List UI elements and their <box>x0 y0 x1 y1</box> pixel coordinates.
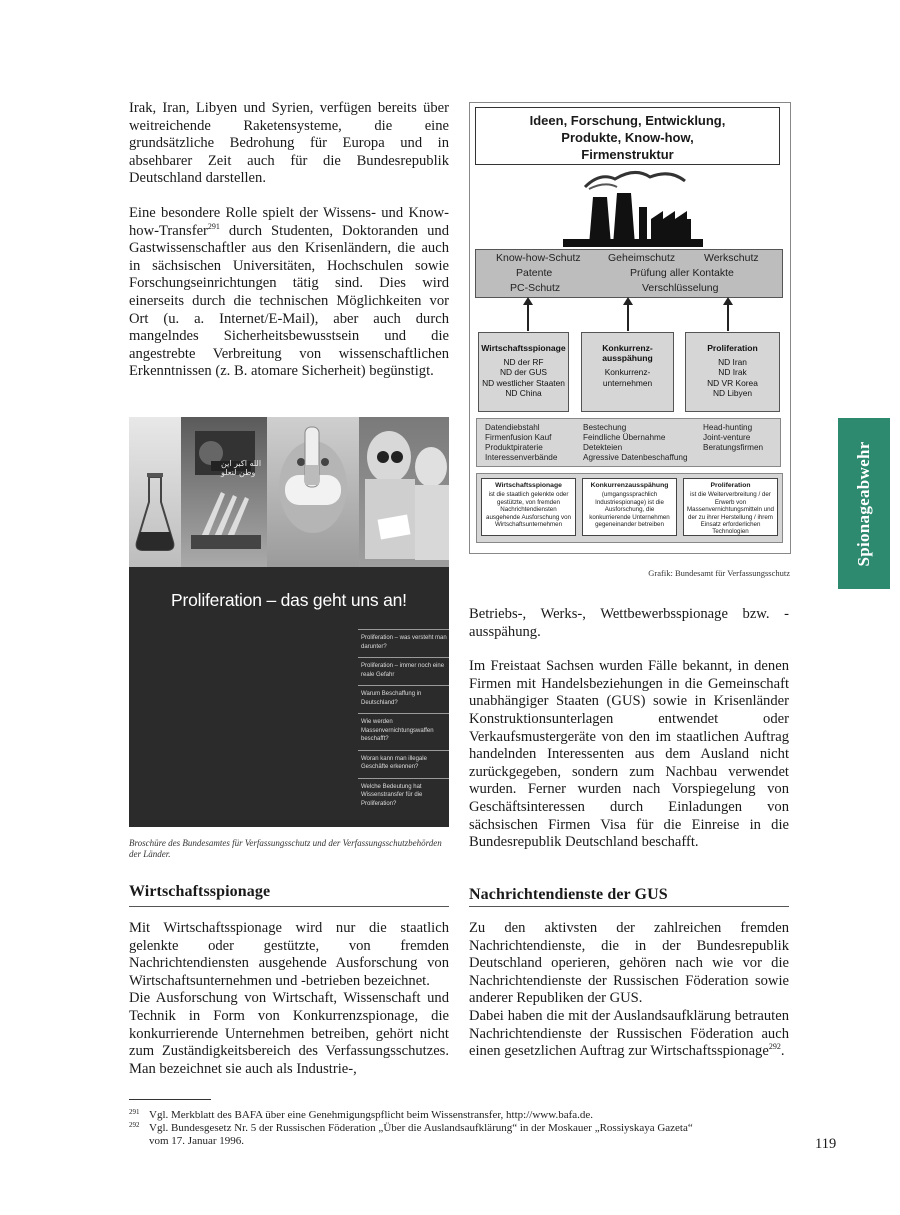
box-title: Konkurrenz- ausspähung <box>602 343 653 364</box>
box-proliferation <box>685 332 780 412</box>
box-line: ND Iran <box>718 357 747 368</box>
method-item: Feindliche Übernahme <box>583 433 666 442</box>
method-item: Bestechung <box>583 423 627 432</box>
side-tab-label: Spionageabwehr <box>854 440 873 567</box>
arrow-up <box>727 303 729 331</box>
wall-label: Know-how-Schutz <box>496 252 581 264</box>
footnote-text: Vgl. Merkblatt des BAFA über eine Genehmigungspflicht beim Wissenstransfer, http://www.bafa.de. <box>149 1109 594 1121</box>
brochure-menu-item: Proliferation – was versteht man darunter? <box>358 629 449 657</box>
wall-label: Patente <box>516 267 553 279</box>
wall-label: Werkschutz <box>704 252 759 264</box>
arrow-up <box>627 303 629 331</box>
left-intro-text <box>129 100 449 381</box>
arrow-head <box>723 297 733 305</box>
right-intro-text <box>469 606 789 852</box>
box-line: unternehmen <box>602 377 653 388</box>
brochure-menu <box>358 629 449 814</box>
arrow-up <box>527 303 529 331</box>
definition-box <box>582 478 677 536</box>
brochure-menu-item: Proliferation – immer noch eine reale Gefahr <box>358 657 449 685</box>
photo-sign-text: الله اكبر اين وطن لنعلو <box>221 459 262 477</box>
method-item: Firmenfusion Kauf <box>485 433 552 442</box>
text-span: . <box>780 1043 785 1060</box>
diagram-top-box <box>475 107 780 165</box>
hazmat-photo <box>359 417 449 567</box>
paragraph: Irak, Iran, Libyen und Syrien, verfügen bereits über weitreichende Raketensysteme, die eine grundsätzliche Bedrohung für Europa und in absehbarer Zeit auch für die Bundesrepublik Deutschland darstellen. <box>129 100 449 187</box>
method-item: Head-hunting <box>703 423 753 432</box>
nachrichtendienste-text <box>469 920 789 1061</box>
method-item: Agressive Datenbeschaffung <box>583 453 688 462</box>
paragraph: Die Ausforschung von Wirtschaft, Wissenschaft und Technik in Form von Konkurrenzspionage, die konkurrierende Unternehmen betreiben, gehört nicht zum Zuständigkeitsbereich des Verfassungsschutzes. Man bezeichnet sie auch als Industrie-, <box>129 990 449 1077</box>
definition-title: Konkurrenzausspähung <box>590 482 669 489</box>
footnote-ref[interactable]: 291 <box>207 221 220 231</box>
heading-rule <box>469 906 789 907</box>
box-line: Konkurrenz- <box>604 367 651 378</box>
scientist-photo <box>267 417 359 567</box>
wall-label: Verschlüsselung <box>642 282 719 294</box>
definition-box <box>683 478 778 536</box>
flask-photo <box>129 417 181 567</box>
paragraph <box>469 1008 789 1061</box>
footnote-rule <box>129 1099 211 1100</box>
box-line: ND China <box>505 387 542 398</box>
factory-icon <box>555 167 705 249</box>
brochure-menu-item: Woran kann man illegale Geschäfte erkennen? <box>358 750 449 778</box>
methods-column <box>703 423 763 453</box>
box-konkurrenzausspaehung <box>581 332 674 412</box>
definition-text: ist die Weiterverbreitung / der Erwerb von Massenvernichtungsmitteln und der zu ihrer Herstellung / ihrem Einsatz erforderlichen Technologien <box>686 491 774 536</box>
missile-parade-photo <box>181 417 267 567</box>
diagram-title-line: Ideen, Forschung, Entwicklung, <box>529 113 726 128</box>
method-item: Interessenverbände <box>485 453 558 462</box>
brochure-menu-item: Wie werden Massenvernichtungswaffen beschafft? <box>358 713 449 750</box>
method-item: Datendiebstahl <box>485 423 540 432</box>
arrow-head <box>523 297 533 305</box>
wirtschaftsspionage-text <box>129 920 449 1078</box>
box-line: ND Irak <box>718 367 747 378</box>
method-item: Produktpiraterie <box>485 443 543 452</box>
brochure-title: Proliferation – das geht uns an! <box>171 590 407 610</box>
diagram-title-line: Produkte, Know-how, <box>561 130 694 145</box>
wall-label: PC-Schutz <box>510 282 561 294</box>
brochure-caption: Broschüre des Bundesamtes für Verfassungsschutz und der Verfassungsschutzbehörden der Länder. <box>129 838 442 859</box>
brochure-image <box>129 417 449 827</box>
box-line: ND der GUS <box>499 367 547 378</box>
paragraph: Mit Wirtschaftsspionage wird nur die staatlich gelenkte oder gestützte, von fremden Nachrichtendiensten ausgehende Ausforschung von Wirtschaftsunternehmen und -betrieben bezeichnet. <box>129 920 449 989</box>
diagram-title-line: Firmenstruktur <box>581 147 674 162</box>
box-line: ND der RF <box>503 357 544 368</box>
protection-wall <box>475 249 783 298</box>
definitions-panel <box>476 473 783 543</box>
footnote-text: Vgl. Bundesgesetz Nr. 5 der Russischen Föderation „Über die Auslandsaufklärung“ in der Moskauer „Rossiyskaya Gazeta“ <box>149 1122 693 1134</box>
heading-rule <box>129 906 449 907</box>
brochure-menu-item: Warum Beschaffung in Deutschland? <box>358 685 449 713</box>
methods-column <box>485 423 557 463</box>
text-span: durch Studenten, Doktoranden und Gastwissenschaftler aus den Krisenländern, die auch in sächsischen Universitäten, Hochschulen sowie Forschungseinrichtungen tätig sind. Dies wird einerseits durch die technischen Möglichkeiten vor Ort (u. a. Internet/E-Mail), aber auch durch mangelndes Sicherheitsbewusstsein und die angestrebte Verbreitung von wissenschaftlichen Erkenntnissen (z. B. atomare Sicherheit) begünstigt. <box>129 222 449 380</box>
definition-text: (umgangssprachlich Industriespionage) ist die Ausforschung, die konkurrierende Unternehmen gegeneinander betreiben <box>589 491 670 529</box>
box-title: Wirtschaftsspionage <box>481 343 566 353</box>
footnote-number: 291 <box>129 1108 140 1116</box>
arrow-head <box>623 297 633 305</box>
methods-panel <box>476 418 781 467</box>
method-item: Joint-venture <box>703 433 751 442</box>
footnote-number: 292 <box>129 1121 140 1129</box>
photo-strip <box>129 417 449 567</box>
text-span: Dabei haben die mit der Auslandsaufklärung betrauten Nachrichtendienste der Russischen Föderation auch einen gesetzlichen Auftrag zur Wirtschaftsspionage <box>469 1007 789 1060</box>
box-wirtschaftsspionage <box>478 332 569 412</box>
wall-label: Prüfung aller Kontakte <box>630 267 734 279</box>
section-heading-nachrichtendienste: Nachrichtendienste der GUS <box>469 886 668 903</box>
box-line: ND Libyen <box>712 387 753 398</box>
diagram-credit: Grafik: Bundesamt für Verfassungsschutz <box>648 568 790 578</box>
text-span: Eine besondere Rolle spielt der Wissens- und Know-how-Transfer <box>129 204 449 239</box>
wall-label: Geheimschutz <box>608 252 676 264</box>
definition-title: Proliferation <box>710 482 751 489</box>
definition-text: ist die staatlich gelenkte oder gestützte, von fremden Nachrichtendiensten ausgehende Ausforschung von Wirtschaftsunternehmen <box>486 491 571 529</box>
method-item: Beratungsfirmen <box>703 443 764 452</box>
brochure-menu-item: Welche Bedeutung hat Wissenstransfer für die Proliferation? <box>358 778 449 815</box>
definition-title: Wirtschaftsspionage <box>495 482 562 489</box>
box-title: Proliferation <box>707 343 758 353</box>
box-line: ND westlicher Staaten <box>482 377 565 388</box>
method-item: Detekteien <box>583 443 623 452</box>
paragraph: Im Freistaat Sachsen wurden Fälle bekannt, in denen Firmen mit Handelsbeziehungen in die Gemeinschaft unabhängiger Staaten (GUS) sowie in Krisenländer Konstruktionsunterlagen entwendet oder Verkaufsmustergeräte von den im staatlichen Auftrag handelnden Interessenten aus dem Ausland nicht zurückgegeben, sondern zum Nachbau verwendet wurden. Ferner wurden nach Vorspiegelung von Geschäftsinteressen durch Einladungen von sächsischen Firmen Visa für die Einreise in die Bundesrepublik Deutschland beschafft. <box>469 658 789 851</box>
definition-box <box>481 478 576 536</box>
section-heading-wirtschaftsspionage: Wirtschaftsspionage <box>129 883 271 900</box>
page-number: 119 <box>815 1136 837 1152</box>
side-tab <box>838 418 890 589</box>
footnote-ref[interactable]: 292 <box>768 1042 781 1052</box>
paragraph: Zu den aktivsten der zahlreichen fremden Nachrichtendienste, die in der Bundesrepublik Deutschland operieren, gehören nach wie vor die Nachrichtendienste der Russischen Föderation sowie anderer Republiken der GUS. <box>469 920 789 1007</box>
methods-column <box>583 423 688 463</box>
box-line: ND VR Korea <box>707 377 758 388</box>
paragraph <box>129 205 449 381</box>
footnote-text-continued: vom 17. Januar 1996. <box>149 1135 245 1147</box>
espionage-diagram <box>469 102 791 554</box>
paragraph: Betriebs-, Werks-, Wettbewerbsspionage bzw. -ausspähung. <box>469 606 789 640</box>
